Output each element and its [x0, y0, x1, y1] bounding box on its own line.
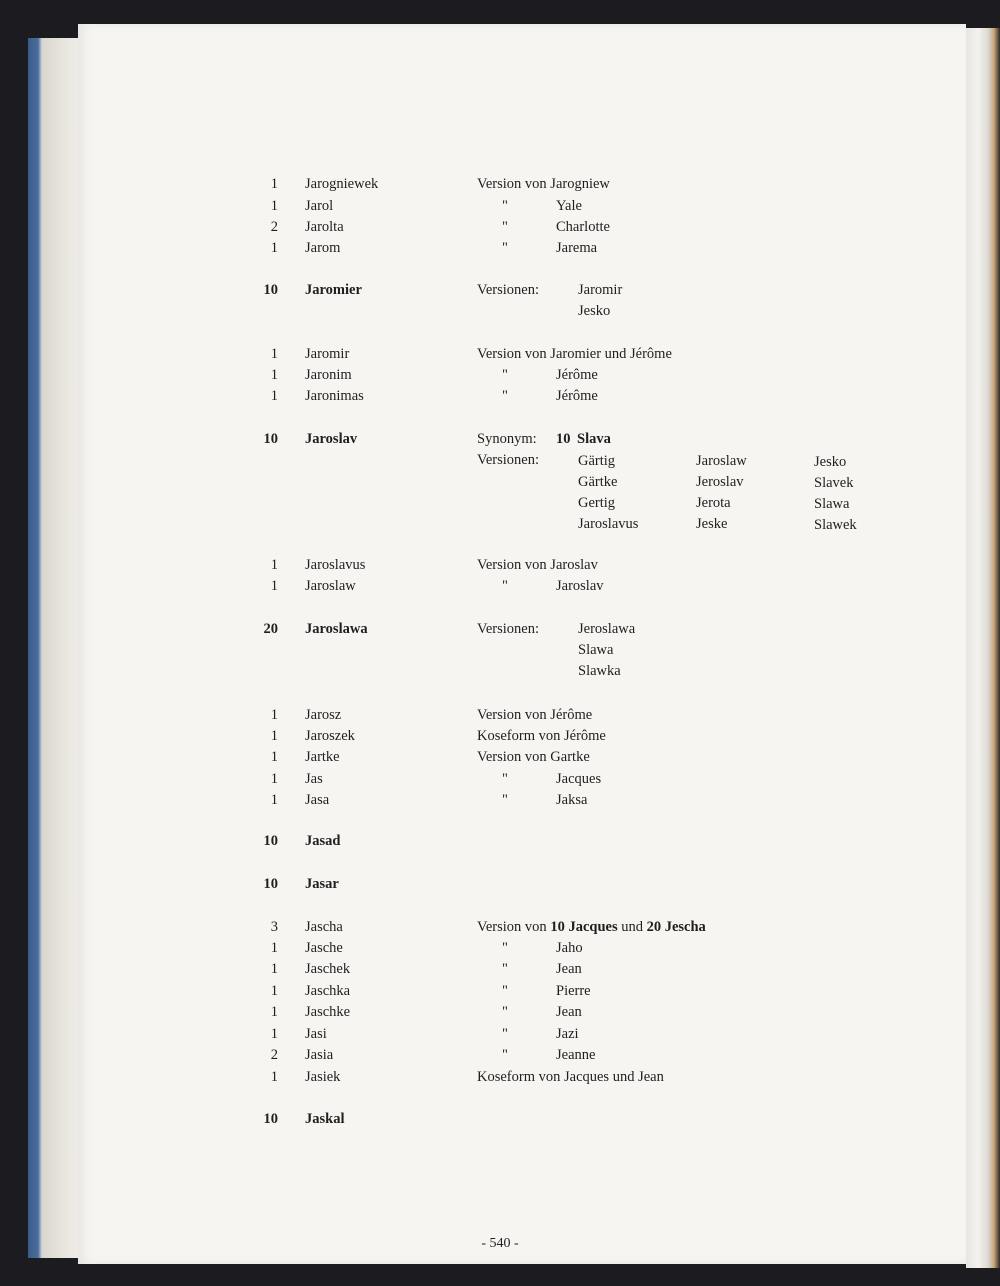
entry-version: Jerota — [696, 495, 731, 511]
entry-version: Jaromir — [578, 282, 623, 298]
entry-name: Jasiek — [305, 1069, 341, 1085]
entry-version: Slawa — [814, 496, 850, 512]
entry-version: Jaroslaw — [696, 453, 747, 469]
entry-name: Jaronim — [305, 367, 352, 383]
entry-name: Jasa — [305, 792, 330, 808]
entry-description: Charlotte — [556, 219, 610, 235]
entry-count: 10 — [263, 876, 278, 892]
entry-version: Jeroslav — [696, 474, 744, 490]
entry-count: 1 — [270, 961, 278, 977]
entry-name: Jasi — [305, 1026, 327, 1042]
entry-description: Jean — [556, 961, 582, 977]
entry-description: Jérôme — [556, 367, 598, 383]
entry-description: Version von Jaroslav — [477, 557, 598, 573]
entry-description: Pierre — [556, 983, 591, 999]
entry-description: Jacques — [556, 771, 602, 787]
entry-count: 20 — [263, 621, 278, 637]
ditto-mark: " — [502, 1026, 508, 1042]
ditto-mark: " — [502, 961, 508, 977]
entry-description: Jaksa — [556, 792, 588, 808]
entry-count: 1 — [270, 792, 278, 808]
entry-count: 3 — [270, 919, 278, 935]
entry-label: Versionen: — [477, 452, 540, 468]
ditto-mark: " — [502, 219, 508, 235]
ditto-mark: " — [502, 771, 508, 787]
ditto-mark: " — [502, 1047, 508, 1063]
entry-count: 1 — [270, 707, 278, 723]
entry-description: Jaho — [556, 940, 583, 956]
entry-count: 1 — [270, 240, 278, 256]
entry-description: Version von 10 Jacques und 20 Jescha — [477, 919, 706, 935]
entry-description: Jaroslav — [556, 578, 604, 594]
entry-name: Jarosz — [305, 707, 342, 723]
entry-name: Jaroszek — [305, 728, 355, 744]
entry-description: Koseform von Jacques und Jean — [477, 1069, 664, 1085]
entry-name: Jaromir — [305, 346, 350, 362]
entry-version: Slavek — [814, 475, 854, 491]
entry-count: 10 — [263, 431, 278, 447]
entry-name: Jarolta — [305, 219, 344, 235]
entry-count: 1 — [270, 1026, 278, 1042]
entry-description: Jérôme — [556, 388, 598, 404]
entry-description: Jean — [556, 1004, 582, 1020]
entry-version: Jaroslavus — [578, 516, 639, 532]
entry-count: 1 — [270, 346, 278, 362]
ditto-mark: " — [502, 367, 508, 383]
entry-name: Jaschka — [305, 983, 351, 999]
page-number: - 540 - — [481, 1236, 519, 1251]
entry-count: 1 — [270, 728, 278, 744]
entry-count: 1 — [270, 367, 278, 383]
entry-name: Jartke — [305, 749, 340, 765]
entry-count: 1 — [270, 1069, 278, 1085]
entry-version: Gärtke — [578, 474, 618, 490]
entry-name: Jarom — [305, 240, 341, 256]
entry-count: 1 — [270, 940, 278, 956]
entry-count: 1 — [270, 388, 278, 404]
entry-version: Jeroslawa — [578, 621, 636, 637]
entry-name: Jasad — [305, 833, 341, 849]
ditto-mark: " — [502, 578, 508, 594]
entry-name: Jarogniewek — [305, 176, 379, 192]
entry-name: Jaromier — [305, 282, 362, 298]
synonym-label: Synonym: — [477, 431, 537, 447]
entry-count: 1 — [270, 578, 278, 594]
ditto-mark: " — [502, 388, 508, 404]
entry-description: Jeanne — [556, 1047, 596, 1063]
synonym-count: 10 — [556, 431, 571, 447]
entry-count: 1 — [270, 1004, 278, 1020]
entry-count: 2 — [270, 219, 278, 235]
entry-count: 1 — [270, 176, 278, 192]
entry-count: 1 — [270, 771, 278, 787]
entry-version: Jesko — [578, 303, 611, 319]
entry-count: 10 — [263, 282, 278, 298]
entry-version: Gertig — [578, 495, 616, 511]
ditto-mark: " — [502, 240, 508, 256]
entry-version: Gärtig — [578, 453, 616, 469]
entry-name: Jaroslav — [305, 431, 358, 447]
entry-description: Version von Jaromier und Jérôme — [477, 346, 672, 362]
entry-name: Jarol — [305, 198, 334, 214]
entry-count: 1 — [270, 983, 278, 999]
ditto-mark: " — [502, 983, 508, 999]
entry-count: 2 — [270, 1047, 278, 1063]
entry-label: Versionen: — [477, 621, 540, 637]
entry-name: Jaroslawa — [305, 621, 368, 637]
entry-count: 1 — [270, 198, 278, 214]
entry-name: Jaronimas — [305, 388, 364, 404]
entry-count: 1 — [270, 557, 278, 573]
ditto-mark: " — [502, 198, 508, 214]
entry-name: Jaroslavus — [305, 557, 366, 573]
entry-label: Versionen: — [477, 282, 540, 298]
entry-name: Jasche — [305, 940, 343, 956]
entry-version: Slawa — [578, 642, 614, 658]
entry-name: Jaschek — [305, 961, 351, 977]
entry-description: Koseform von Jérôme — [477, 728, 606, 744]
entry-description: Version von Jarogniew — [477, 176, 610, 192]
entry-description: Version von Jérôme — [477, 707, 593, 723]
entry-version: Jesko — [814, 454, 847, 470]
entry-name: Jaroslaw — [305, 578, 356, 594]
entry-description: Version von Gartke — [477, 749, 590, 765]
entry-description: Jazi — [556, 1026, 579, 1042]
ditto-mark: " — [502, 792, 508, 808]
ditto-mark: " — [502, 1004, 508, 1020]
entry-count: 1 — [270, 749, 278, 765]
entry-name: Jas — [305, 771, 323, 787]
entry-version: Slawek — [814, 517, 857, 533]
entry-version: Jeske — [696, 516, 728, 532]
entry-name: Jasar — [305, 876, 339, 892]
entry-description: Jarema — [556, 240, 598, 256]
entry-version: Slawka — [578, 663, 621, 679]
entry-description: Yale — [556, 198, 582, 214]
entry-name: Jaskal — [305, 1111, 345, 1127]
synonym-name: Slava — [577, 431, 611, 447]
entry-name: Jascha — [305, 919, 343, 935]
entry-name: Jasia — [305, 1047, 334, 1063]
entry-name: Jaschke — [305, 1004, 351, 1020]
entry-count: 10 — [263, 833, 278, 849]
ditto-mark: " — [502, 940, 508, 956]
entry-count: 10 — [263, 1111, 278, 1127]
